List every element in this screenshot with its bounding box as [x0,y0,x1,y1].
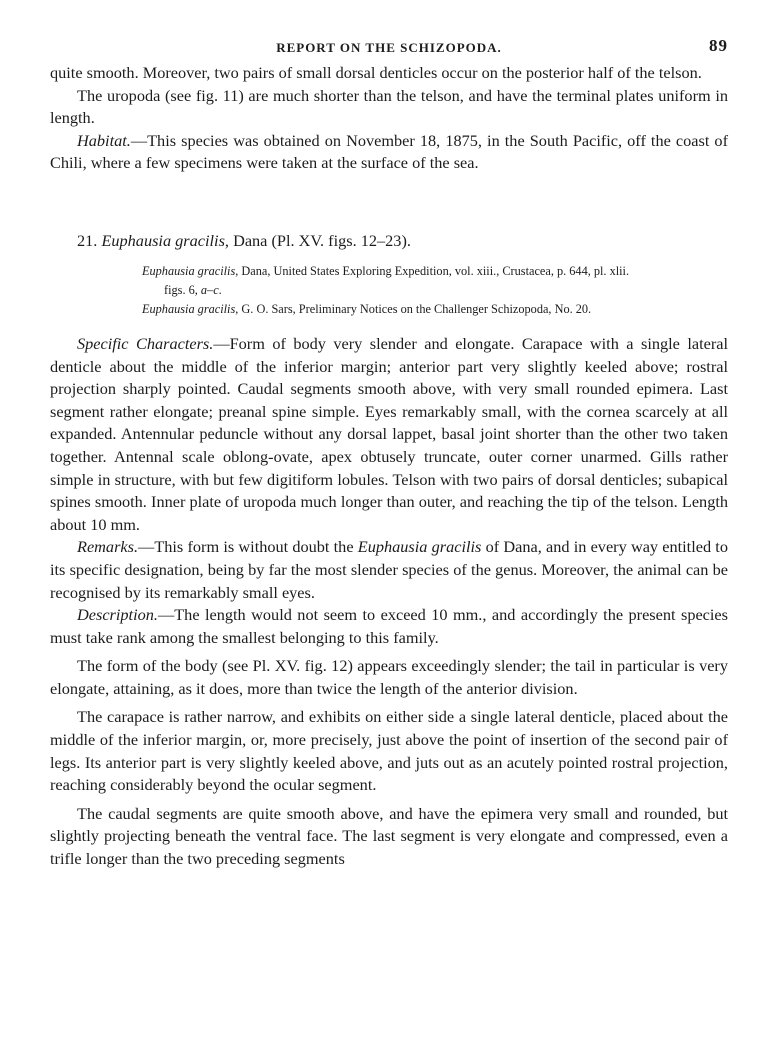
running-head [50,36,728,62]
paragraph-caudal-segments: The caudal segments are quite smooth above, and have the epimera very small and rounded, but slightly projecting beneath the ventral face. The last segment is very elongate and compressed, even a trifle longer than the two preceding segments [50,803,728,869]
species-number: 21. [77,230,98,250]
species-name: Euphausia gracilis [101,230,225,250]
description-text: —The length would not seem to exceed 10 mm., and accordingly the present species must take rank among the smallest belonging to this family. [50,605,728,647]
synonym-name: Euphausia gracilis [142,301,236,316]
paragraph-remarks [50,536,728,604]
paragraph-carapace: The carapace is rather narrow, and exhibits on either side a single lateral denticle, placed about the middle of the inferior margin, or, more precisely, just above the point of insertion of the second pair of legs. Its anterior part is very slightly keeled above, and juts out as an acutely pointed rostral projection, reaching considerably beyond the ocular segment. [50,707,728,795]
paragraph-description [50,604,728,649]
habitat-text: —This species was obtained on November 18, 1875, in the South Pacific, off the coast of Chili, where a few specimens were taken at the surface of the sea. [50,130,728,173]
synonymy-list [50,262,728,319]
intro-paragraph-uropoda: The uropoda (see fig. 11) are much shorter than the telson, and have the terminal plates uniform in length. [50,85,728,128]
synonym-figs-letters: a–c [200,282,219,297]
specific-characters-text: —Form of body very slender and elongate. Carapace with a single lateral denticle about the middle of the inferior margin; anterior part very slightly keeled above; rostral projection sharply pointed. Caudal segments smooth above, with very small rounded epimera. Last segment rather elongate; preanal spine simple. Eyes remarkably small, with the cornea scarcely at all expanded. Antennular peduncle without any dorsal lappet, basal joint shorter than the other two taken together. Antennal scale oblong-ovate, apex obtusely truncate, outer corner unarmed. Gills rather simple in structure, with but few digitiform lobules. Telson with two pairs of dorsal denticles; subapical spines smooth. Inner plate of uropoda much longer than outer, and reaching the tip of the telson. Length about 10 mm. [50,333,729,534]
running-title: REPORT ON THE SCHIZOPODA. [276,40,502,55]
description-label: Description. [77,605,158,625]
synonym-entry [142,262,728,281]
synonym-citation: , Dana, United States Exploring Expedition, vol. xiii., Crustacea, p. 644, pl. xlii. [235,263,630,278]
intro-paragraph-habitat [50,130,728,175]
page-number: 89 [709,36,728,55]
species-rest: , Dana (Pl. XV. figs. 12–23). [224,230,411,250]
habitat-label: Habitat. [77,130,131,150]
document-page [50,36,728,871]
synonym-citation: , G. O. Sars, Preliminary Notices on the Challenger Schizopoda, No. 20. [235,301,592,316]
species-heading [50,230,728,252]
paragraph-specific-characters [50,333,728,536]
remarks-text-pre: —This form is without doubt the [138,537,358,557]
synonym-entry [142,300,728,319]
synonym-figs-end: . [218,282,222,297]
specific-characters-label: Specific Characters. [77,333,214,353]
synonym-entry-continuation [142,281,728,300]
intro-paragraph-telson: quite smooth. Moreover, two pairs of small dorsal denticles occur on the posterior half of the telson. [50,63,702,82]
remarks-label: Remarks. [77,537,139,557]
paragraph-body-form: The form of the body (see Pl. XV. fig. 12) appears exceedingly slender; the tail in particular is very elongate, attaining, as it does, more than twice the length of the anterior division. [50,656,728,698]
synonym-figs: figs. 6, [164,282,201,297]
remarks-text-post: of Dana, and in every way entitled to its specific designation, being by far the most slender species of the genus. Moreover, the animal can be recognised by its remarkably small eyes. [50,537,728,602]
synonym-name: Euphausia gracilis [142,263,236,278]
remarks-species-name: Euphausia gracilis [357,537,482,557]
